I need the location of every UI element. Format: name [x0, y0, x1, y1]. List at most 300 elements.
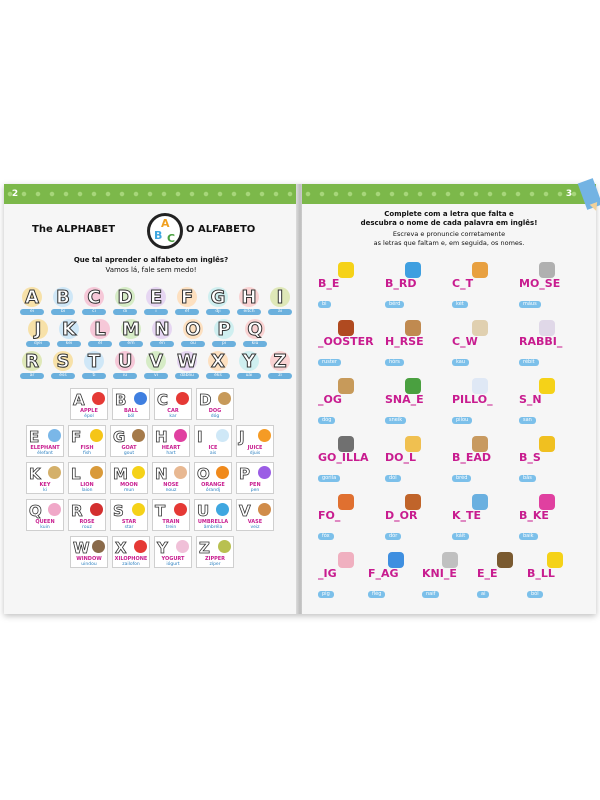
instruction-line2: as letras que faltam e, em seguida, os nomes.: [373, 239, 525, 247]
letter-pronunciation: ar: [20, 373, 44, 379]
exercise-pronunciation: flég: [368, 591, 385, 598]
exercise-pronunciation: pilou: [452, 417, 472, 424]
letter-pronunciation: kei: [57, 341, 81, 347]
word-label: FISH: [80, 445, 94, 451]
exercise-word: S_N: [519, 393, 542, 406]
word-label: UMBRELLA: [197, 519, 229, 525]
letter-pronunciation: éss: [51, 373, 75, 379]
exercise-pronunciation: baik: [519, 533, 538, 540]
letter-char: O: [185, 319, 201, 340]
word-pronunciation: kar: [169, 414, 177, 419]
exercise-pronunciation: ai: [477, 591, 489, 598]
word-label: GOAT: [121, 445, 137, 451]
exercise-pronunciation: naif: [422, 591, 439, 598]
word-picture-icon: [92, 540, 105, 553]
instruction-line1: Escreva e pronuncie corretamente: [392, 230, 506, 238]
exercise-pronunciation: máus: [519, 301, 541, 308]
word-card-heart: [152, 425, 190, 457]
exercise-word: RABBI_: [519, 335, 563, 348]
word-pronunciation: âmbréla: [203, 525, 223, 530]
exercise-word: B_KE: [519, 509, 549, 522]
exercise-word: B_LL: [527, 567, 555, 580]
word-card-juice: [236, 425, 274, 457]
top-band: [4, 184, 298, 204]
word-label: QUEEN: [35, 519, 55, 525]
exercise-word: B_EAD: [452, 451, 492, 464]
exercise-item[interactable]: [519, 378, 589, 425]
word-card-ball: [112, 388, 150, 420]
word-label: ZIPPER: [204, 556, 226, 562]
exercise-item[interactable]: [318, 494, 388, 541]
word-card-train: [152, 499, 190, 531]
word-label: ROSE: [79, 519, 95, 525]
exercise-item[interactable]: [452, 320, 522, 367]
exercise-picture-icon: [472, 436, 488, 452]
exercise-picture-icon: [539, 320, 555, 336]
word-card-umbrella: [194, 499, 232, 531]
word-label: BALL: [123, 408, 139, 414]
word-letter: A: [73, 391, 85, 409]
letter-f: [177, 287, 197, 315]
letter-char: J: [34, 319, 42, 340]
word-card-star: [110, 499, 148, 531]
letter-r: [22, 351, 42, 379]
word-card-pen: [236, 462, 274, 494]
word-label: MOON: [120, 482, 138, 488]
letter-pronunciation: uai: [237, 373, 261, 379]
letter-pronunciation: én: [150, 341, 174, 347]
letter-pronunciation: vi: [144, 373, 168, 379]
word-label: XILOPHONE: [114, 556, 148, 562]
word-card-yogurt: [154, 536, 192, 568]
word-label: YOGURT: [161, 556, 185, 562]
letter-char: Y: [242, 351, 256, 372]
word-letter: B: [115, 391, 127, 409]
word-pronunciation: zíper: [209, 562, 221, 567]
word-pronunciation: trein: [165, 525, 177, 530]
letter-char: D: [117, 287, 133, 308]
word-letter: K: [29, 465, 41, 483]
word-pronunciation: ból: [127, 414, 135, 419]
exercise-word: C_W: [452, 335, 478, 348]
word-letter: L: [71, 465, 81, 483]
exercise-pronunciation: rébit: [519, 359, 539, 366]
word-picture-icon: [132, 503, 145, 516]
exercise-word: _OOSTER: [318, 335, 374, 348]
letter-a: [22, 287, 42, 315]
exercise-word: SNA_E: [385, 393, 424, 406]
letter-g: [208, 287, 228, 315]
exercise-picture-icon: [338, 378, 354, 394]
word-card-nose: [152, 462, 190, 494]
exercise-pronunciation: gorila: [318, 475, 340, 482]
exercise-pronunciation: bi: [318, 301, 331, 308]
word-picture-icon: [174, 466, 187, 479]
word-picture-icon: [92, 392, 105, 405]
letter-char: I: [276, 287, 284, 308]
letter-pronunciation: i: [144, 309, 168, 315]
exercise-item[interactable]: [385, 262, 455, 309]
word-card-queen: [26, 499, 64, 531]
open-book: [4, 184, 596, 614]
word-label: APPLE: [80, 408, 98, 414]
word-card-lion: [68, 462, 106, 494]
exercise-item[interactable]: [318, 378, 388, 425]
letter-char: L: [94, 319, 106, 340]
letter-pronunciation: bi: [51, 309, 75, 315]
word-picture-icon: [90, 503, 103, 516]
letter-c: [84, 287, 104, 315]
letter-z: [270, 351, 290, 379]
word-label: WINDOW: [76, 556, 102, 562]
exercise-word: _OG: [318, 393, 342, 406]
word-picture-icon: [216, 466, 229, 479]
letter-char: M: [122, 319, 140, 340]
word-letter: V: [239, 502, 251, 520]
word-label: ORANGE: [201, 482, 225, 488]
letter-pronunciation: di: [113, 309, 137, 315]
word-pronunciation: ki: [43, 488, 47, 493]
word-pronunciation: djuis: [249, 451, 261, 456]
letter-pronunciation: pi: [212, 341, 236, 347]
letter-k: [59, 319, 79, 347]
word-card-rose: [68, 499, 106, 531]
exercise-picture-icon: [388, 552, 404, 568]
word-letter: C: [157, 391, 169, 409]
word-pronunciation: laion: [81, 488, 93, 493]
word-letter: W: [73, 539, 90, 557]
letter-char: G: [210, 287, 226, 308]
exercise-picture-icon: [405, 320, 421, 336]
title-english: The ALPHABET: [32, 224, 116, 235]
exercise-word: F_AG: [368, 567, 399, 580]
letter-pronunciation: eitch: [237, 309, 261, 315]
letter-pronunciation: ti: [82, 373, 106, 379]
exercise-word: MO_SE: [519, 277, 561, 290]
word-letter: I: [197, 428, 203, 446]
word-label: KEY: [39, 482, 51, 488]
word-picture-icon: [174, 429, 187, 442]
word-pronunciation: zailofon: [122, 562, 140, 567]
exercise-heading-line2: descubra o nome de cada palavra em inglês!: [360, 219, 538, 227]
exercise-word: FO_: [318, 509, 341, 522]
letter-char: S: [56, 351, 70, 372]
word-pronunciation: kuin: [40, 525, 50, 530]
exercise-picture-icon: [539, 436, 555, 452]
exercise-picture-icon: [472, 378, 488, 394]
exercise-picture-icon: [405, 262, 421, 278]
letter-t: [84, 351, 104, 379]
letter-char: K: [62, 319, 76, 340]
word-letter: D: [199, 391, 212, 409]
letter-pronunciation: djei: [26, 341, 50, 347]
title-row: [4, 213, 298, 251]
letter-char: Q: [247, 319, 263, 340]
pencil-icon: [578, 178, 600, 210]
letter-pronunciation: iú: [113, 373, 137, 379]
word-picture-icon: [48, 429, 61, 442]
word-pronunciation: nouz: [165, 488, 177, 493]
word-letter: N: [155, 465, 168, 483]
word-card-goat: [110, 425, 148, 457]
exercise-pronunciation: ruster: [318, 359, 341, 366]
word-card-moon: [110, 462, 148, 494]
letter-pronunciation: ai: [268, 309, 292, 315]
letter-char: H: [241, 287, 257, 308]
exercise-picture-icon: [539, 494, 555, 510]
exercise-pronunciation: dór: [385, 533, 401, 540]
word-card-car: [154, 388, 192, 420]
letter-pronunciation: zi: [268, 373, 292, 379]
exercise-word: B_E: [318, 277, 340, 290]
letter-w: [177, 351, 197, 379]
exercise-picture-icon: [547, 552, 563, 568]
exercise-item[interactable]: [385, 436, 455, 483]
exercise-word: _IG: [318, 567, 337, 580]
exercise-word: H_RSE: [385, 335, 424, 348]
word-card-dog: [196, 388, 234, 420]
exercise-picture-icon: [338, 436, 354, 452]
letter-e: [146, 287, 166, 315]
exercise-item[interactable]: [452, 436, 522, 483]
word-picture-icon: [132, 429, 145, 442]
letter-char: X: [211, 351, 225, 372]
exercise-item[interactable]: [527, 552, 597, 599]
letter-b: [53, 287, 73, 315]
exercise-heading-line1: Complete com a letra que falta e: [384, 210, 514, 218]
word-pronunciation: pen: [250, 488, 260, 493]
letter-char: Z: [273, 351, 287, 372]
word-pronunciation: ais: [209, 451, 217, 456]
word-pronunciation: uindou: [81, 562, 97, 567]
word-picture-icon: [134, 392, 147, 405]
word-picture-icon: [134, 540, 147, 553]
exercise-pronunciation: dól: [385, 475, 401, 482]
word-picture-icon: [90, 429, 103, 442]
word-label: ICE: [208, 445, 218, 451]
word-letter: X: [115, 539, 127, 557]
letter-char: T: [87, 351, 101, 372]
word-picture-icon: [90, 466, 103, 479]
exercise-item[interactable]: [519, 494, 589, 541]
word-pronunciation: gout: [123, 451, 135, 456]
word-letter: Y: [157, 539, 168, 557]
exercise-item[interactable]: [318, 262, 388, 309]
word-pronunciation: órandj: [205, 488, 221, 493]
exercise-item[interactable]: [519, 320, 589, 367]
letter-char: B: [56, 287, 70, 308]
letter-v: [146, 351, 166, 379]
exercise-item[interactable]: [385, 320, 455, 367]
word-letter: G: [113, 428, 126, 446]
exercise-word: GO_ILLA: [318, 451, 369, 464]
letter-i: [270, 287, 290, 315]
exercise-item[interactable]: [519, 436, 589, 483]
word-label: PEN: [249, 482, 261, 488]
letter-n: [152, 319, 172, 347]
exercise-picture-icon: [442, 552, 458, 568]
letter-pronunciation: éf: [175, 309, 199, 315]
exercise-word: B_RD: [385, 277, 417, 290]
word-card-ice: [194, 425, 232, 457]
word-pronunciation: élefant: [37, 451, 53, 456]
exercise-picture-icon: [472, 262, 488, 278]
letter-pronunciation: ou: [181, 341, 205, 347]
exercise-item[interactable]: [318, 320, 388, 367]
exercise-picture-icon: [338, 262, 354, 278]
word-card-vase: [236, 499, 274, 531]
word-label: VASE: [247, 519, 263, 525]
question-text: Que tal aprender o alfabeto em inglês?: [73, 256, 229, 264]
word-label: JUICE: [247, 445, 263, 451]
letter-pronunciation: éks: [206, 373, 230, 379]
word-pronunciation: veiz: [250, 525, 260, 530]
prompt-text: Vamos lá, fale sem medo!: [105, 266, 197, 274]
exercise-picture-icon: [338, 494, 354, 510]
exercise-picture-icon: [539, 378, 555, 394]
letter-char: V: [149, 351, 163, 372]
letter-u: [115, 351, 135, 379]
exercise-word: D_OR: [385, 509, 418, 522]
word-label: DOG: [208, 408, 222, 414]
exercise-pronunciation: káit: [452, 533, 469, 540]
word-letter: O: [197, 465, 210, 483]
letter-y: [239, 351, 259, 379]
letter-pronunciation: ei: [20, 309, 44, 315]
exercise-pronunciation: bâs: [519, 475, 536, 482]
exercise-word: B_S: [519, 451, 541, 464]
word-card-orange: [194, 462, 232, 494]
left-page: [4, 184, 298, 614]
exercise-pronunciation: bêrd: [385, 301, 404, 308]
word-picture-icon: [258, 429, 271, 442]
letter-m: [121, 319, 141, 347]
word-pronunciation: rouz: [82, 525, 92, 530]
letter-o: [183, 319, 203, 347]
exercise-pronunciation: sneik: [385, 417, 406, 424]
word-letter: J: [239, 428, 245, 446]
word-label: STAR: [121, 519, 137, 525]
word-label: HEART: [161, 445, 181, 451]
word-letter: S: [113, 502, 124, 520]
exercise-item[interactable]: [318, 436, 388, 483]
word-card-key: [26, 462, 64, 494]
abc-badge-icon: A B C: [147, 213, 183, 249]
word-card-zipper: [196, 536, 234, 568]
word-letter: R: [71, 502, 83, 520]
letter-p: [214, 319, 234, 347]
word-pronunciation: hart: [166, 451, 176, 456]
exercise-picture-icon: [405, 436, 421, 452]
top-band: [302, 184, 596, 204]
exercise-pronunciation: pig: [318, 591, 334, 598]
page-number-right: 3: [565, 189, 573, 199]
word-label: TRAIN: [162, 519, 180, 525]
letter-char: E: [149, 287, 163, 308]
word-letter: Z: [199, 539, 210, 557]
word-letter: T: [155, 502, 166, 520]
word-letter: E: [29, 428, 40, 446]
word-card-elephant: [26, 425, 64, 457]
word-picture-icon: [48, 466, 61, 479]
word-label: ELEPHANT: [30, 445, 60, 451]
word-picture-icon: [218, 392, 231, 405]
letter-s: [53, 351, 73, 379]
word-picture-icon: [176, 392, 189, 405]
word-picture-icon: [258, 503, 271, 516]
word-pronunciation: épol: [84, 414, 94, 419]
exercise-word: DO_L: [385, 451, 416, 464]
exercise-item[interactable]: [519, 262, 589, 309]
exercise-pronunciation: kau: [452, 359, 469, 366]
exercise-pronunciation: dóg: [318, 417, 335, 424]
exercise-pronunciation: san: [519, 417, 536, 424]
word-letter: M: [113, 465, 128, 483]
letter-pronunciation: dji: [206, 309, 230, 315]
exercise-pronunciation: két: [452, 301, 468, 308]
title-portuguese: O ALFABETO: [186, 224, 256, 235]
exercise-picture-icon: [472, 320, 488, 336]
letter-char: P: [217, 319, 231, 340]
letter-l: [90, 319, 110, 347]
letter-pronunciation: ci: [82, 309, 106, 315]
word-letter: U: [197, 502, 210, 520]
exercise-word: E_E: [477, 567, 498, 580]
word-pronunciation: star: [124, 525, 134, 530]
word-pronunciation: dóg: [210, 414, 220, 419]
letter-pronunciation: kiú: [243, 341, 267, 347]
exercise-picture-icon: [497, 552, 513, 568]
exercise-word: C_T: [452, 277, 474, 290]
letter-char: N: [154, 319, 170, 340]
letter-char: C: [87, 287, 101, 308]
exercise-item[interactable]: [452, 378, 522, 425]
word-picture-icon: [258, 466, 271, 479]
word-label: NOSE: [163, 482, 179, 488]
letter-d: [115, 287, 135, 315]
word-letter: H: [155, 428, 168, 446]
exercise-pronunciation: hórs: [385, 359, 404, 366]
word-picture-icon: [132, 466, 145, 479]
exercise-word: PILLO_: [452, 393, 493, 406]
word-pronunciation: iógurt: [166, 562, 180, 567]
letter-q: [245, 319, 265, 347]
exercise-item[interactable]: [452, 262, 522, 309]
word-picture-icon: [216, 503, 229, 516]
word-card-xilophone: [112, 536, 150, 568]
word-letter: Q: [29, 502, 42, 520]
exercise-picture-icon: [405, 494, 421, 510]
word-label: LION: [80, 482, 94, 488]
word-card-window: [70, 536, 108, 568]
word-pronunciation: mun: [123, 488, 135, 493]
letter-h: [239, 287, 259, 315]
exercise-item[interactable]: [385, 494, 455, 541]
word-picture-icon: [174, 503, 187, 516]
exercise-pronunciation: fóx: [318, 533, 334, 540]
exercise-item[interactable]: [385, 378, 455, 425]
letter-x: [208, 351, 228, 379]
letter-pronunciation: él: [88, 341, 112, 347]
exercise-word: KNI_E: [422, 567, 457, 580]
letter-char: W: [177, 351, 197, 372]
word-card-fish: [68, 425, 106, 457]
exercise-item[interactable]: [452, 494, 522, 541]
right-page: [302, 184, 596, 614]
letter-char: R: [25, 351, 39, 372]
exercise-picture-icon: [405, 378, 421, 394]
word-card-apple: [70, 388, 108, 420]
